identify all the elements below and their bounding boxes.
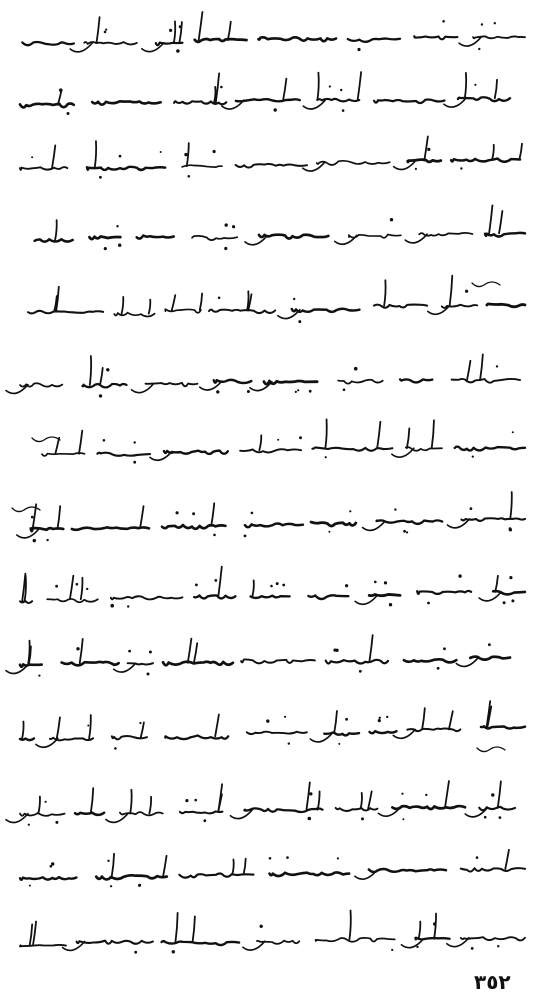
handwritten-line: [35, 205, 525, 250]
handwritten-line: [20, 136, 522, 178]
page-number: ٣٥٢: [474, 970, 511, 994]
handwritten-line: [42, 419, 525, 463]
handwritten-line: [20, 72, 510, 115]
handwritten-line: [20, 701, 525, 750]
handwritten-line: [28, 276, 525, 323]
handwritten-line: [6, 781, 515, 826]
handwritten-line: [20, 567, 525, 608]
marginal-note: [472, 282, 500, 287]
handwritten-line: [22, 12, 525, 53]
handwritten-line: [6, 354, 520, 397]
handwritten-line: [20, 850, 525, 887]
handwritten-line: [17, 492, 525, 542]
marginal-note: [32, 437, 60, 442]
handwritten-line: [6, 635, 510, 677]
marginal-note: [477, 747, 505, 752]
handwritten-line: [20, 911, 525, 954]
